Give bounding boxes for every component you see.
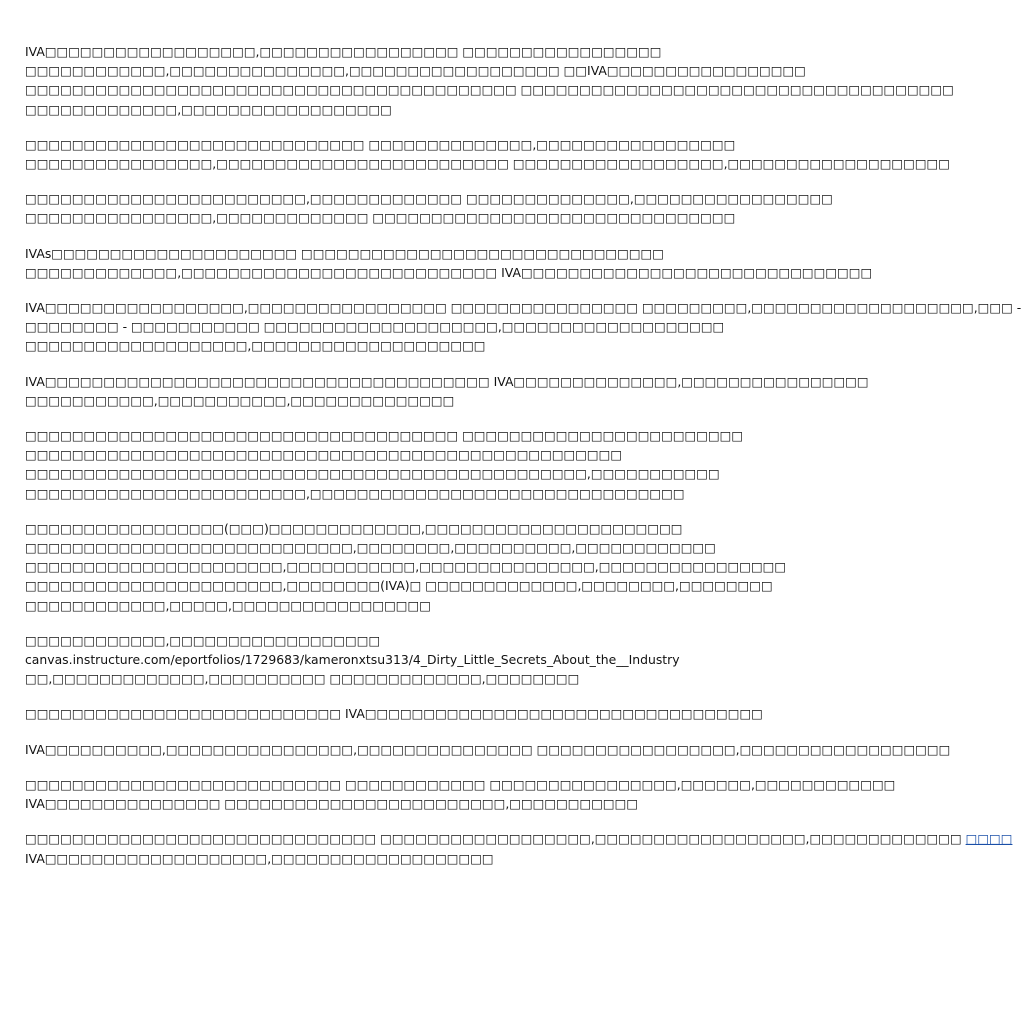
paragraph-2 [25,135,950,173]
paragraph-5 [25,298,1021,356]
text-line: □□□□□□□□□□□,□□□□□□□□□□□,□□□□□□□□□□□□□□ [25,392,455,408]
text-line: □□□□□□□□□□□□□□□□□□□□□□□□□□□□□□□□□□□□□ □□□□□□□□□□□□□□□□□□□□□□□□ [25,428,744,444]
text-line: □□□□□□□□□□□□□□□□□□□□□□,□□□□□□□□(IVA)□ □□□□□□□□□□□□□,□□□□□□□□,□□□□□□□□ [25,578,773,594]
text-line: □□□□□□□□□□□□□□□□□□□□□□□□□□□□□ □□□□□□□□□□□□□□,□□□□□□□□□□□□□□□□□ [25,136,736,152]
url-text-line: canvas.instructure.com/eportfolios/1729683/kameronxtsu313/4_Dirty_Little_Secrets_About_the__Industry [25,652,680,668]
text-line: □□□□□□□□□□□□□,□□□□□□□□□□□□□□□□□□□□□□□□□□□ IVA□□□□□□□□□□□□□□□□□□□□□□□□□□□□□□ [25,264,873,280]
text-line: IVA□□□□□□□□□□□□□□□□□□,□□□□□□□□□□□□□□□□□ □□□□□□□□□□□□□□□□□ [25,44,662,59]
paragraph-4 [25,244,873,282]
text-line: □□□□□□□□□□□□□□□□□(□□□)□□□□□□□□□□□□□,□□□□□□□□□□□□□□□□□□□□□□ [25,520,683,536]
paragraph-1 [25,42,954,119]
text-line: □□□□□□□□□□□□□□□□□□□□□□,□□□□□□□□□□□,□□□□□□□□□□□□□□□,□□□□□□□□□□□□□□□□ [25,559,787,575]
text-line: IVAs□□□□□□□□□□□□□□□□□□□□□ □□□□□□□□□□□□□□□□□□□□□□□□□□□□□□□ [25,245,664,261]
text-line: □□□□□□□□□□□□□□□□,□□□□□□□□□□□□□□□□□□□□□□□□□ □□□□□□□□□□□□□□□□□□,□□□□□□□□□□□□□□□□□□□ [25,156,950,172]
text-line: □□□□□□□□□□□□,□□□□□□□□□□□□□□□□□□ [25,632,381,648]
text-line: □□□□□□□□□□□□□□□□□□□□□□□□□□□ IVA□□□□□□□□□□□□□□□□□□□□□□□□□□□□□□□□□□ [25,706,763,722]
paragraph-12 [25,775,896,813]
paragraph-3 [25,189,833,227]
text-line: □□,□□□□□□□□□□□□□,□□□□□□□□□□ □□□□□□□□□□□□□,□□□□□□□□ [25,671,580,687]
text-segment: □□□□□□□□□□□□□□□□□□□□□□□□□□□□□□ □□□□□□□□□□□□□□□□□□,□□□□□□□□□□□□□□□□□□,□□□□□□□□□□□□□ [25,831,966,847]
text-line: IVA□□□□□□□□□□□□□□□□□,□□□□□□□□□□□□□□□□□ □□□□□□□□□□□□□□□□ □□□□□□□□□,□□□□□□□□□□□□□□□□□□□,□□□ - [25,300,1021,316]
inline-link[interactable]: □□□□ [965,831,1013,847]
paragraph-9 [25,631,696,689]
paragraph-13 [25,829,1013,867]
text-line: □□□□□□□□□□□□□□□□□□□□□□□□,□□□□□□□□□□□□□ □□□□□□□□□□□□□□,□□□□□□□□□□□□□□□□□ [25,191,833,207]
paragraph-7 [25,426,744,503]
text-line: IVA□□□□□□□□□□□□□□□□□□□,□□□□□□□□□□□□□□□□□□□ [25,850,494,866]
text-line: □□□□□□□□□□□□□□□□,□□□□□□□□□□□□□ □□□□□□□□□□□□□□□□□□□□□□□□□□□□□□□ [25,210,736,226]
text-line: □□□□□□□□□□□□,□□□□□□□□□□□□□□□,□□□□□□□□□□□□□□□□□□ □□IVA□□□□□□□□□□□□□□□□□ [25,63,806,79]
text-line-with-link [25,829,1013,848]
text-line: □□□□□□□□□□□□□□□□□□□,□□□□□□□□□□□□□□□□□□□□ [25,338,486,354]
paragraph-6 [25,372,869,410]
paragraph-10 [25,704,763,723]
text-line: □□□□□□□□□□□□□□□□□□□□□□□□□□□□□□□□□□□□□□□□□□□□□□□□,□□□□□□□□□□□ [25,466,720,482]
text-line: □□□□□□□□□□□□,□□□□□,□□□□□□□□□□□□□□□□□ [25,597,431,613]
text-line: IVA□□□□□□□□□□□□□□□□□□□□□□□□□□□□□□□□□□□□□□ IVA□□□□□□□□□□□□□□,□□□□□□□□□□□□□□□□ [25,373,869,389]
text-line: □□□□□□□□□□□□□,□□□□□□□□□□□□□□□□□□ [25,101,392,117]
text-line: IVA□□□□□□□□□□,□□□□□□□□□□□□□□□□,□□□□□□□□□□□□□□□ □□□□□□□□□□□□□□□□□,□□□□□□□□□□□□□□□□□□ [25,741,951,757]
paragraph-8 [25,519,787,615]
text-line: □□□□□□□□□□□□□□□□□□□□□□□□□□□□,□□□□□□□□,□□□□□□□□□□,□□□□□□□□□□□□ [25,540,716,556]
text-line: □□□□□□□□□□□□□□□□□□□□□□□□□□□□□□□□□□□□□□□□□□□□□□□□□□□ [25,447,623,463]
paragraph-11 [25,740,951,759]
text-line: □□□□□□□□□□□□□□□□□□□□□□□□□□□□□□□□□□□□□□□□□□ □□□□□□□□□□□□□□□□□□□□□□□□□□□□□□□□□□□□□ [25,82,954,98]
text-line: □□□□□□□□ - □□□□□□□□□□□ □□□□□□□□□□□□□□□□□□□□,□□□□□□□□□□□□□□□□□□□ [25,319,725,335]
text-line: □□□□□□□□□□□□□□□□□□□□□□□□□□□ □□□□□□□□□□□□ □□□□□□□□□□□□□□□□,□□□□□□,□□□□□□□□□□□□ [25,776,896,792]
text-line: □□□□□□□□□□□□□□□□□□□□□□□□,□□□□□□□□□□□□□□□□□□□□□□□□□□□□□□□□ [25,485,685,501]
text-line: IVA□□□□□□□□□□□□□□□ □□□□□□□□□□□□□□□□□□□□□□□□,□□□□□□□□□□□ [25,796,639,812]
